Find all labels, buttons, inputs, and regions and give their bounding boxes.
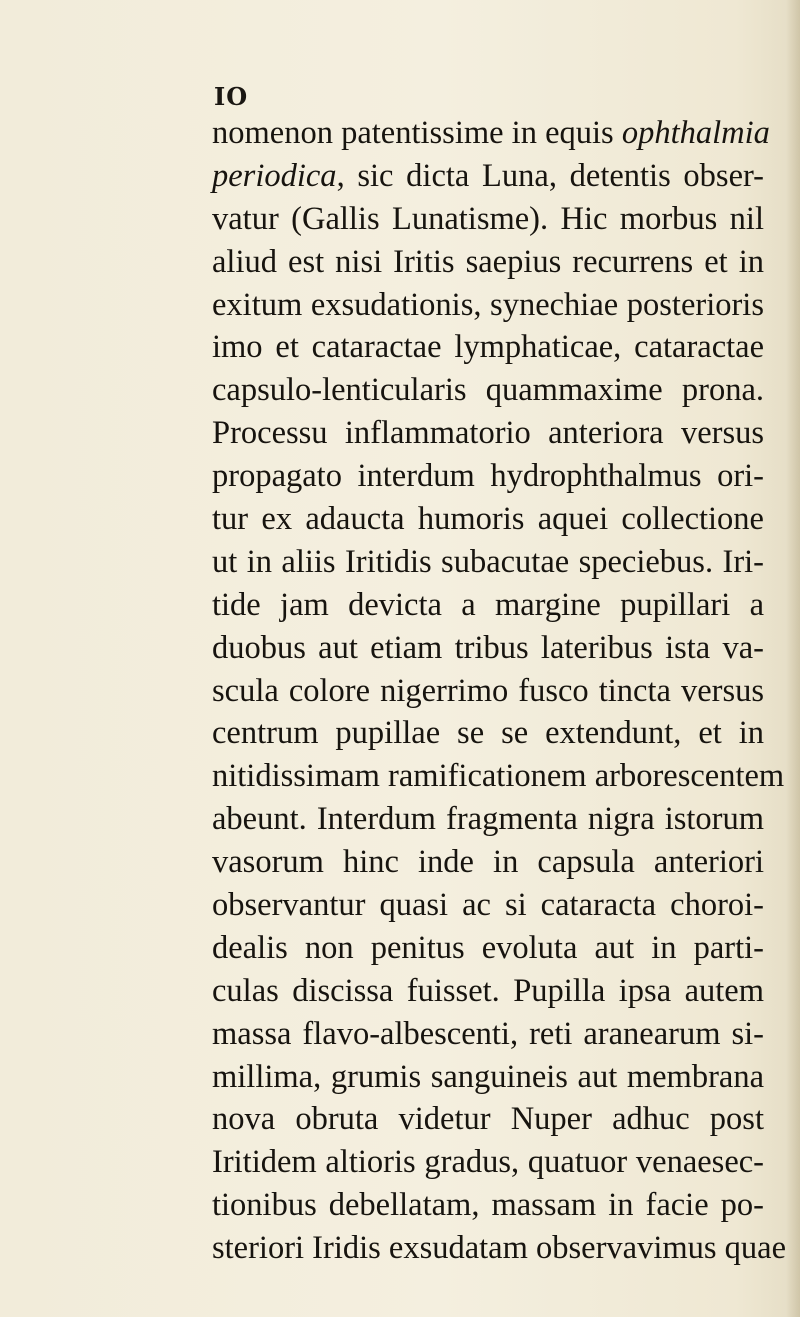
text-line bbox=[212, 326, 764, 369]
page-edge-shadow bbox=[786, 0, 800, 1317]
text-segment: nova obruta videtur Nuper adhuc post bbox=[212, 1101, 764, 1138]
text-line bbox=[212, 712, 764, 755]
text-segment: scula colore nigerrimo fusco tincta versus bbox=[212, 672, 764, 709]
text-line bbox=[212, 798, 764, 841]
text-segment: abeunt. Interdum fragmenta nigra istorum bbox=[212, 801, 764, 838]
text-line bbox=[212, 970, 764, 1013]
text-segment: steriori Iridis exsudatam observavimus quae bbox=[212, 1230, 787, 1267]
body-text bbox=[212, 112, 787, 1270]
text-line bbox=[212, 884, 764, 927]
text-segment: Iritidem altioris gradus, quatuor venaesec- bbox=[212, 1144, 764, 1181]
text-segment: propagato interdum hydrophthalmus ori- bbox=[212, 458, 764, 495]
text-segment: capsulo-lenticularis quammaxime prona. bbox=[212, 372, 764, 409]
text-segment: vatur (Gallis Lunatisme). Hic morbus nil bbox=[212, 200, 764, 237]
text-segment: millima, grumis sanguineis aut membrana bbox=[212, 1058, 764, 1095]
text-segment: duobus aut etiam tribus lateribus ista va- bbox=[212, 629, 764, 666]
text-segment: tionibus debellatam, massam in facie po- bbox=[212, 1187, 764, 1224]
text-segment: massa flavo-albescenti, reti aranearum si- bbox=[212, 1015, 764, 1052]
text-segment: ut in aliis Iritidis subacutae speciebus. Iri- bbox=[212, 543, 764, 580]
text-segment: , sic dicta Luna, detentis obser- bbox=[336, 157, 764, 194]
text-line bbox=[212, 755, 785, 798]
text-line bbox=[212, 627, 764, 670]
italic-term: periodica bbox=[212, 157, 337, 194]
text-line bbox=[212, 284, 764, 327]
text-line bbox=[212, 1013, 764, 1056]
text-segment: imo et cataractae lymphaticae, cataractae bbox=[212, 329, 764, 366]
text-line bbox=[212, 455, 764, 498]
text-segment: observantur quasi ac si cataracta choroi- bbox=[212, 887, 764, 924]
text-line bbox=[212, 1056, 764, 1099]
text-line bbox=[212, 112, 770, 155]
text-line bbox=[212, 198, 764, 241]
italic-term: ophthalmia bbox=[621, 115, 770, 151]
text-segment: Processu inflammatorio anteriora versus bbox=[212, 415, 764, 452]
text-line bbox=[212, 1141, 764, 1184]
page-number: IO bbox=[214, 82, 249, 111]
text-segment: aliud est nisi Iritis saepius recurrens et in bbox=[212, 243, 764, 280]
text-segment: tur ex adaucta humoris aquei collectione bbox=[212, 501, 764, 538]
text-line bbox=[212, 155, 764, 198]
text-line bbox=[212, 541, 764, 584]
text-segment: nitidissimam ramificationem arborescentem bbox=[212, 758, 785, 795]
text-line bbox=[212, 241, 764, 284]
text-line bbox=[212, 1184, 764, 1227]
text-line bbox=[212, 927, 764, 970]
text-line bbox=[212, 841, 764, 884]
text-line bbox=[212, 498, 764, 541]
text-line bbox=[212, 369, 764, 412]
text-segment: vasorum hinc inde in capsula anteriori bbox=[212, 844, 764, 881]
text-segment: culas discissa fuisset. Pupilla ipsa autem bbox=[212, 972, 764, 1009]
text-line bbox=[212, 670, 764, 713]
text-segment: nomenon patentissime in equis bbox=[212, 115, 622, 151]
text-segment: exitum exsudationis, synechiae posterioris bbox=[212, 286, 764, 323]
text-line bbox=[212, 1227, 787, 1270]
text-line bbox=[212, 1098, 764, 1141]
text-line bbox=[212, 584, 764, 627]
text-segment: tide jam devicta a margine pupillari a bbox=[212, 586, 764, 623]
text-line bbox=[212, 412, 764, 455]
text-segment: dealis non penitus evoluta aut in parti- bbox=[212, 929, 764, 966]
text-segment: centrum pupillae se se extendunt, et in bbox=[212, 715, 764, 752]
